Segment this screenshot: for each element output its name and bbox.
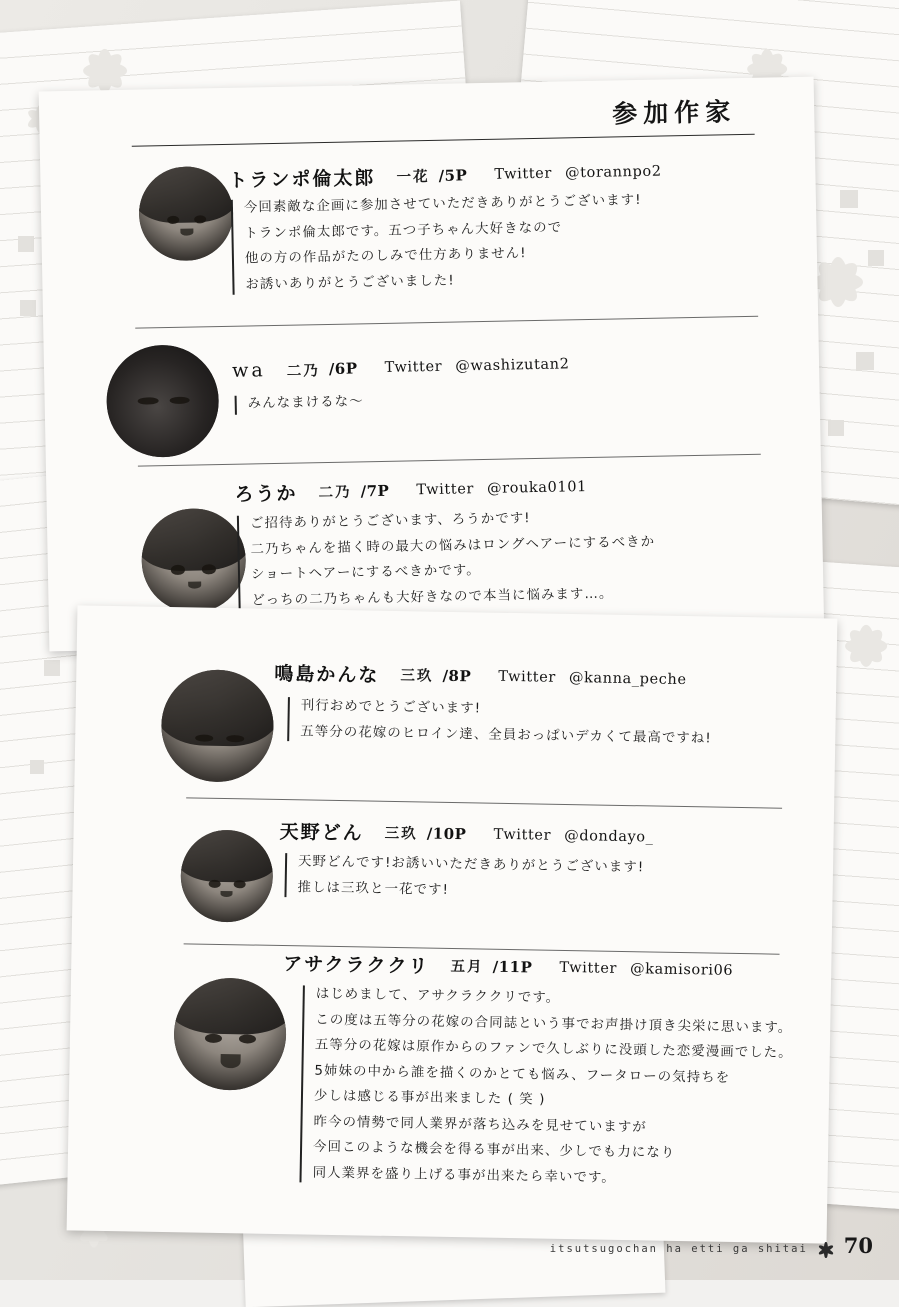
comment-line: 他の方の作品がたのしみで仕方ありません!	[244, 246, 527, 267]
flower-icon	[844, 624, 888, 668]
decor-square	[30, 760, 44, 774]
comment-block	[287, 697, 712, 748]
avatar	[106, 344, 220, 458]
comment-line: この度は五等分の花嫁の合同誌という事でお声掛け頂き尖栄に思います。	[315, 1012, 793, 1036]
avatar	[173, 977, 287, 1091]
comment-line: 少しは感じる事が出来ました ( 笑 )	[313, 1088, 546, 1108]
decor-square	[44, 660, 60, 676]
decor-square	[18, 236, 34, 252]
entry-divider	[135, 316, 758, 329]
comment-line: 五等分の花嫁は原作からのファンで久しぶりに没頭した恋愛漫画でした。	[314, 1037, 793, 1061]
comment-block	[299, 985, 793, 1191]
twitter-label: Twitter	[384, 358, 443, 376]
comment-line: お誘いありがとうございました!	[245, 273, 455, 293]
comment-line: はじめまして、アサクラククリです。	[315, 986, 561, 1006]
comment-line: 二乃ちゃんを描く時の最大の悩みはロングヘアーにするべきか	[250, 534, 656, 558]
twitter-handle[interactable]: @kamisori06	[629, 960, 734, 979]
avatar	[138, 166, 234, 262]
decor-square	[868, 250, 884, 266]
author-name: 鳴島かんな	[274, 662, 380, 687]
comment-line: トランポ倫太郎です。五つ子ちゃん大好きなので	[244, 219, 563, 242]
comment-block	[235, 393, 364, 414]
page-count: /6P	[328, 359, 358, 378]
twitter-handle[interactable]: @kanna_peche	[568, 669, 687, 688]
decor-square	[840, 190, 858, 208]
comment-line: 昨今の情勢で同人業界が落ち込みを見せていますが	[313, 1114, 647, 1135]
author-name: ろうか	[234, 482, 298, 506]
author-name: アサクラククリ	[283, 953, 430, 978]
page-number: 70	[843, 1233, 873, 1258]
comment-line: 今回素敵な企画に参加させていただきありがとうございます!	[243, 192, 642, 216]
character-name: 三玖	[384, 825, 418, 843]
author-name: トランポ倫太郎	[228, 167, 376, 192]
title-divider	[132, 134, 755, 147]
contributors-card-bottom	[67, 605, 838, 1243]
avatar	[180, 829, 274, 923]
twitter-label: Twitter	[498, 668, 557, 686]
twitter-handle[interactable]: @torannpo2	[564, 163, 662, 181]
star-icon	[818, 1242, 834, 1258]
decor-square	[856, 352, 874, 370]
book-title: itsutsugochan ha etti ga shitai	[549, 1243, 808, 1255]
comment-line: 推しは三玖と一花です!	[297, 879, 450, 898]
avatar	[141, 508, 247, 614]
twitter-label: Twitter	[493, 826, 552, 844]
twitter-handle[interactable]: @rouka0101	[486, 478, 588, 497]
page-count: /8P	[442, 666, 472, 685]
twitter-label: Twitter	[416, 480, 475, 498]
page-footer	[550, 1233, 873, 1258]
flower-icon	[812, 256, 864, 308]
character-name: 二乃	[286, 362, 320, 380]
decor-square	[20, 300, 36, 316]
author-name: 天野どん	[279, 820, 364, 845]
comment-line: 今回このような機会を得る事が出来、少しでも力になり	[312, 1139, 676, 1161]
contributors-card-top	[39, 77, 825, 652]
comment-block	[237, 508, 656, 611]
entry-divider	[186, 797, 782, 808]
comment-line: 5姉妹の中から誰を描くのかとても悩み、フータローの気持ちを	[314, 1063, 731, 1086]
entry-divider	[138, 454, 761, 467]
character-name: 三玖	[400, 668, 434, 685]
twitter-handle[interactable]: @dondayo_	[564, 827, 654, 846]
page-count: /5P	[438, 165, 468, 185]
comment-line: 同人業界を盛り上げる事が出来たら幸いです。	[312, 1165, 616, 1186]
twitter-handle[interactable]: @washizutan2	[455, 356, 570, 375]
comment-line: 刊行おめでとうございます!	[300, 698, 482, 717]
comment-line: みんなまけるな〜	[247, 394, 364, 412]
character-name: 二乃	[318, 484, 352, 502]
page-count: /11P	[492, 957, 533, 976]
page-count: /7P	[360, 481, 390, 500]
page-count: /10P	[426, 824, 467, 843]
flower-icon	[82, 48, 128, 94]
comment-block	[231, 192, 643, 295]
comment-line: ショートヘアーにするべきかです。	[250, 563, 481, 583]
comment-line: どっちの二乃ちゃんも大好きなので本当に悩みます…。	[251, 586, 614, 608]
comment-block	[284, 853, 644, 903]
twitter-label: Twitter	[494, 165, 553, 183]
comment-line: 五等分の花嫁のヒロイン達、全員おっぱいデカくて最高ですね!	[300, 723, 712, 747]
avatar	[160, 669, 274, 783]
page-title: 参加作家	[611, 97, 737, 129]
decor-square	[828, 420, 844, 436]
character-name: 一花	[396, 169, 430, 186]
author-name: wa	[231, 359, 266, 382]
comment-line: ご招待ありがとうございます、ろうかです!	[249, 511, 531, 532]
twitter-label: Twitter	[559, 959, 618, 977]
comment-line: 天野どんです!お誘いいただきありがとうございます!	[297, 854, 645, 876]
character-name: 五月	[450, 958, 484, 976]
